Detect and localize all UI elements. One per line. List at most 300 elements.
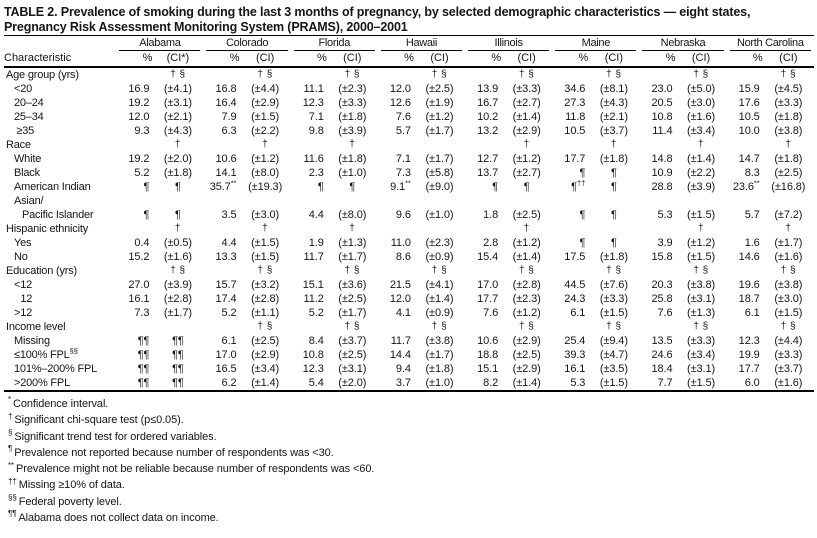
pct-cell: 27.0 — [128, 279, 150, 291]
ci-cell: (±7.2) — [774, 209, 803, 221]
ci-cell: (±1.5) — [676, 376, 727, 391]
pct-cell — [465, 222, 501, 236]
ci-cell: (±1.8) — [774, 153, 803, 165]
ci-cell: † — [349, 139, 356, 150]
pct-cell: 11.7 — [303, 251, 324, 263]
pct-cell — [552, 67, 588, 82]
pct-cell: 4.4 — [308, 209, 324, 221]
ci-cell: (±3.3) — [774, 349, 803, 361]
pct-cell: 16.4 — [215, 97, 237, 109]
pct-cell: 5.7 — [395, 125, 411, 137]
pct-cell: 11.7 — [390, 335, 411, 347]
state-header-5: Maine — [552, 36, 639, 52]
pct-cell: 17.7 — [477, 293, 499, 305]
table-row — [4, 292, 814, 306]
pct-cell: 16.1 — [128, 293, 150, 305]
pct-cell: 11.8 — [565, 111, 586, 123]
pct-cell: 2.3 — [308, 167, 324, 179]
row-label: Asian/ — [14, 195, 44, 207]
ci-cell: † § — [431, 69, 448, 80]
ci-cell: (±3.7) — [774, 363, 803, 375]
pct-cell: ¶¶ — [137, 363, 150, 375]
row-label: Race — [6, 139, 31, 151]
pct-cell: 10.5 — [564, 125, 586, 137]
ci-header: (CI*) — [152, 51, 203, 67]
pct-cell: 16.1 — [564, 363, 586, 375]
pct-cell — [203, 138, 239, 152]
pct-cell: 13.7 — [477, 167, 499, 179]
ci-cell: (±1.3) — [338, 237, 367, 249]
table-header — [4, 36, 814, 68]
footnote-text: Alabama does not collect data on income. — [18, 512, 219, 525]
pct-cell — [203, 320, 239, 334]
ci-cell: † § — [257, 69, 273, 80]
pct-cell: 18.4 — [651, 363, 673, 375]
ci-cell: (±1.1) — [251, 307, 280, 319]
ci-cell: (±2.5) — [338, 293, 367, 305]
ci-cell: (±3.9) — [338, 125, 367, 137]
ci-cell: † — [698, 139, 705, 150]
state-header-3: Hawaii — [378, 36, 465, 52]
ci-cell: † § — [693, 265, 709, 276]
ci-cell: (±2.5) — [425, 83, 454, 95]
pct-cell: 14.8 — [651, 153, 673, 165]
pct-cell — [203, 264, 239, 278]
pct-cell — [727, 138, 763, 152]
pct-cell — [291, 138, 327, 152]
ci-cell: (±2.8) — [512, 279, 541, 291]
row-label: White — [14, 153, 42, 165]
state-header-1: Colorado — [203, 36, 290, 52]
footnote-symbol: ** — [8, 460, 15, 470]
pct-cell: 9.6 — [395, 209, 411, 221]
ci-cell: (±1.2) — [251, 153, 280, 165]
ci-cell: (±8.1) — [599, 83, 628, 95]
ci-cell: (±1.8) — [163, 167, 192, 179]
state-header-7: North Carolina — [727, 36, 814, 52]
pct-cell — [552, 138, 588, 152]
pct-cell: 7.6 — [483, 307, 499, 319]
ci-cell: (±4.5) — [774, 83, 803, 95]
ci-cell: † — [349, 223, 356, 234]
pct-cell: 10.0 — [738, 125, 760, 137]
pct-cell: 3.7 — [378, 376, 414, 391]
ci-cell: (±3.8) — [425, 335, 454, 347]
pct-cell — [465, 264, 501, 278]
ci-cell: (±3.3) — [512, 83, 541, 95]
pct-cell: 13.5 — [651, 335, 673, 347]
table-row-section — [4, 138, 814, 152]
ci-cell: (±1.0) — [338, 167, 367, 179]
ci-cell: † § — [170, 69, 186, 80]
pct-cell — [727, 67, 763, 82]
ci-cell: (±1.8) — [599, 251, 628, 263]
footnote-text: Federal poverty level. — [18, 495, 122, 508]
ci-cell — [414, 138, 465, 152]
ci-cell: (±1.2) — [425, 111, 454, 123]
ci-cell: (±3.2) — [251, 279, 280, 291]
pct-header: % — [378, 51, 414, 67]
footnote — [8, 429, 814, 445]
pct-cell — [552, 222, 588, 236]
state-header-row — [4, 36, 814, 52]
row-label: <12 — [14, 279, 33, 291]
ci-cell: (±1.7) — [338, 307, 367, 319]
ci-cell: (±1.4) — [240, 376, 291, 391]
ci-cell: † — [698, 223, 705, 234]
ci-cell: (±8.0) — [338, 209, 367, 221]
pct-cell: 4.1 — [395, 307, 411, 319]
table-row — [4, 152, 814, 166]
ci-cell: (±3.7) — [338, 335, 367, 347]
ci-cell: † § — [257, 321, 273, 332]
footnote-symbol: ¶¶ — [8, 509, 17, 519]
pct-cell: 39.3 — [564, 349, 586, 361]
pct-cell: 17.7 — [738, 363, 760, 375]
row-label: ≤100% FPL§§ — [14, 346, 78, 361]
ci-cell: (±1.5) — [687, 251, 716, 263]
ci-cell: (±3.1) — [687, 363, 716, 375]
row-label: 20–24 — [14, 97, 44, 109]
ci-cell: (±2.5) — [338, 349, 367, 361]
ci-cell: ¶ — [175, 209, 181, 221]
pct-cell: 0.4 — [134, 237, 150, 249]
pct-cell: 5.2 — [308, 307, 324, 319]
pct-cell: 12.3 — [738, 335, 760, 347]
table-row — [4, 96, 814, 110]
table-title-line1: TABLE 2. Prevalence of smoking during the last 3 months of pregnancy, by selected demographic characteristics — eight states, — [4, 5, 751, 19]
pct-cell: 14.6 — [738, 251, 760, 263]
pct-cell — [378, 67, 414, 82]
pct-header: % — [552, 51, 588, 67]
ci-cell: ¶ — [610, 181, 617, 193]
pct-cell: 20.3 — [651, 279, 673, 291]
pct-cell: 13.3 — [215, 251, 237, 263]
pct-cell: 11.2 — [303, 293, 324, 305]
pct-cell: ¶ — [492, 181, 499, 193]
pct-cell — [116, 264, 152, 278]
ci-cell: (±19.3) — [248, 181, 283, 193]
empty-cells — [116, 194, 814, 208]
ci-cell: † — [262, 139, 269, 150]
ci-cell — [414, 222, 465, 236]
pct-cell — [378, 222, 414, 236]
footnote — [8, 461, 814, 477]
row-label: Income level — [6, 321, 66, 333]
pct-cell: 7.6 — [395, 111, 411, 123]
ci-cell: (±1.6) — [163, 251, 192, 263]
ci-cell: (±1.5) — [588, 376, 639, 391]
ci-cell: † — [262, 223, 269, 234]
pct-cell: 20.5 — [651, 97, 673, 109]
pct-cell: 7.3 — [395, 167, 411, 179]
ci-cell: ¶ — [610, 237, 617, 249]
pct-cell: ¶ — [143, 181, 150, 193]
ci-cell: (±3.5) — [599, 363, 628, 375]
ci-cell: (±1.0) — [425, 209, 454, 221]
pct-cell: 16.7 — [477, 97, 499, 109]
ci-cell: (±3.6) — [338, 279, 367, 291]
pct-cell: 14.7 — [738, 153, 760, 165]
pct-cell: 15.4 — [477, 251, 499, 263]
ci-cell: (±1.9) — [425, 97, 454, 109]
footnote-symbol: §§ — [8, 493, 17, 503]
pct-cell — [552, 264, 588, 278]
pct-cell — [465, 320, 501, 334]
footnote-text: Significant trend test for ordered variables. — [14, 430, 217, 443]
pct-cell: 6.1 — [570, 307, 586, 319]
pct-cell: 16.9 — [128, 83, 150, 95]
ci-cell: (±1.8) — [338, 153, 367, 165]
table-row — [4, 362, 814, 376]
footnote-text: Significant chi-square test (p≤0.05). — [14, 414, 184, 427]
ci-header: (CI) — [676, 51, 727, 67]
ci-cell: (±4.3) — [163, 125, 192, 137]
pct-cell: 1.8 — [483, 209, 499, 221]
footnote — [8, 510, 814, 526]
ci-header: (CI) — [327, 51, 378, 67]
pct-cell — [727, 264, 763, 278]
row-label: Education (yrs) — [6, 265, 77, 277]
pct-cell: 17.4 — [215, 293, 237, 305]
ci-cell: (±1.5) — [599, 307, 628, 319]
footnote-symbol: § — [8, 427, 13, 437]
pct-cell: 12.7 — [477, 153, 499, 165]
state-header-6: Nebraska — [639, 36, 726, 52]
ci-cell: † § — [780, 265, 797, 276]
ci-cell: ¶¶ — [172, 349, 184, 361]
pct-cell: 15.7 — [215, 279, 237, 291]
pct-cell: 7.1 — [395, 153, 411, 165]
table-row — [4, 348, 814, 362]
pct-cell: 15.1 — [477, 363, 499, 375]
footnotes — [4, 396, 814, 526]
ci-cell: (±3.3) — [687, 335, 716, 347]
pct-cell: 9.4 — [395, 363, 411, 375]
pct-cell — [465, 138, 501, 152]
ci-cell: (±3.1) — [163, 97, 192, 109]
state-header-2: Florida — [291, 36, 378, 52]
pct-cell: 19.2 — [128, 97, 150, 109]
ci-cell: (±1.7) — [425, 153, 454, 165]
ci-cell: (±3.3) — [774, 97, 803, 109]
ci-cell: (±1.5) — [687, 209, 716, 221]
ci-cell: (±2.3) — [338, 83, 367, 95]
pct-cell: 1.6 — [744, 237, 760, 249]
ci-cell: (±2.3) — [425, 237, 454, 249]
pct-cell: 7.1 — [308, 111, 324, 123]
ci-cell: (±2.8) — [251, 293, 280, 305]
ci-cell: (±2.0) — [327, 376, 378, 391]
table-row — [4, 110, 814, 124]
pct-cell: 44.5 — [564, 279, 586, 291]
ci-cell: (±1.2) — [512, 307, 541, 319]
ci-cell: (±1.2) — [512, 237, 541, 249]
pct-cell — [639, 320, 675, 334]
characteristic-header: Characteristic — [4, 51, 116, 67]
pct-header: % — [639, 51, 675, 67]
pct-cell — [639, 222, 675, 236]
footnote — [8, 412, 814, 428]
pct-cell: 6.1 — [221, 335, 237, 347]
ci-cell: † § — [606, 265, 622, 276]
ci-cell: (±1.5) — [774, 307, 803, 319]
pct-cell: 8.4 — [308, 335, 324, 347]
ci-cell: (±1.4) — [425, 293, 454, 305]
ci-cell: (±5.0) — [687, 83, 716, 95]
row-label: <20 — [14, 83, 33, 95]
pct-cell: 17.0 — [477, 279, 499, 291]
table-row — [4, 82, 814, 96]
pct-cell: 8.3 — [744, 167, 760, 179]
footnote-text: Prevalence not reported because number of respondents was <30. — [14, 446, 334, 459]
pct-cell: 27.3 — [564, 97, 586, 109]
pct-cell — [552, 320, 588, 334]
ci-cell: (±2.5) — [512, 349, 541, 361]
ci-cell: (±2.7) — [512, 97, 541, 109]
ci-cell: † § — [780, 321, 797, 332]
ci-cell: † — [785, 223, 792, 234]
pct-cell — [378, 138, 414, 152]
pct-cell: 19.9 — [738, 349, 760, 361]
ci-header: (CI) — [501, 51, 552, 67]
footnote-text: Confidence interval. — [13, 398, 109, 410]
row-label: 101%–200% FPL — [14, 363, 98, 375]
ci-cell: (±0.5) — [163, 237, 192, 249]
pct-cell — [378, 264, 414, 278]
ci-cell: (±2.2) — [687, 167, 716, 179]
ci-cell: ¶ — [610, 167, 617, 179]
table-title — [4, 5, 814, 34]
pct-cell: 9.3 — [134, 125, 150, 137]
ci-cell: (±2.9) — [251, 97, 280, 109]
row-label: Missing — [14, 335, 50, 347]
table-row — [4, 124, 814, 138]
pct-cell — [203, 222, 239, 236]
ci-cell — [588, 222, 639, 236]
ci-cell: (±1.5) — [251, 251, 280, 263]
pct-cell: 4.4 — [221, 237, 237, 249]
ci-cell: (±2.5) — [251, 335, 280, 347]
measure-header-row — [4, 51, 814, 67]
pct-cell: 3.9 — [657, 237, 673, 249]
pct-cell: 10.8 — [651, 111, 673, 123]
ci-cell: (±0.9) — [425, 251, 454, 263]
pct-cell: 11.6 — [303, 153, 324, 165]
pct-cell: ¶¶ — [137, 349, 150, 361]
ci-cell: (±1.8) — [425, 363, 454, 375]
pct-cell — [116, 67, 152, 82]
ci-cell: (±2.9) — [251, 349, 280, 361]
pct-cell — [116, 222, 152, 236]
ci-cell: † § — [780, 69, 797, 80]
pct-cell: ¶¶ — [137, 335, 150, 347]
ci-cell: (±1.6) — [774, 251, 803, 263]
pct-cell — [639, 138, 675, 152]
pct-cell: ¶ — [579, 167, 586, 179]
pct-cell: 12.3 — [302, 363, 324, 375]
ci-cell: (±3.4) — [687, 349, 716, 361]
pct-cell — [291, 320, 327, 334]
row-label: Black — [14, 167, 40, 179]
pct-cell: 8.6 — [395, 251, 411, 263]
ci-cell: (±2.7) — [512, 167, 541, 179]
pct-cell: 35.7** — [209, 178, 237, 193]
pct-cell: 9.1** — [390, 178, 411, 193]
ci-cell: † § — [257, 265, 273, 276]
ci-cell: (±2.9) — [512, 335, 541, 347]
pct-header: % — [203, 51, 239, 67]
table-body — [4, 67, 814, 391]
pct-cell: 19.6 — [738, 279, 760, 291]
ci-cell: (±8.0) — [251, 167, 280, 179]
footnote — [8, 445, 814, 461]
pct-cell: 10.6 — [477, 335, 499, 347]
ci-cell: (±2.9) — [512, 125, 541, 137]
table-row — [4, 250, 814, 264]
pct-cell: 6.3 — [221, 125, 237, 137]
pct-cell: ¶†† — [571, 178, 586, 193]
row-label: Pacific Islander — [22, 209, 94, 221]
pct-cell: 15.8 — [651, 251, 673, 263]
ci-cell: (±3.7) — [599, 125, 628, 137]
ci-cell: (±3.8) — [774, 279, 803, 291]
footnote — [8, 477, 814, 493]
ci-cell: † — [785, 139, 792, 150]
footnote-text: Missing ≥10% of data. — [18, 479, 125, 492]
ci-cell: (±2.3) — [512, 293, 541, 305]
pct-cell: 10.8 — [302, 349, 324, 361]
pct-cell: 23.0 — [651, 83, 673, 95]
pct-cell: 13.9 — [477, 83, 499, 95]
pct-cell — [727, 320, 763, 334]
ci-cell: (±2.5) — [774, 167, 803, 179]
pct-cell: 6.2 — [203, 376, 239, 391]
ci-cell: (±3.4) — [251, 363, 280, 375]
table-row — [4, 306, 814, 320]
table-row — [4, 208, 814, 222]
pct-cell: 11.1 — [303, 83, 324, 95]
pct-cell: 12.0 — [389, 83, 411, 95]
ci-cell: † § — [431, 321, 448, 332]
row-label: 25–34 — [14, 111, 44, 123]
ci-cell: (±1.4) — [687, 153, 716, 165]
table-row-section — [4, 222, 814, 236]
pct-cell: 18.8 — [477, 349, 499, 361]
row-label: Hispanic ethnicity — [6, 223, 88, 235]
pct-cell: 10.9 — [651, 167, 673, 179]
row-label: ≥35 — [16, 125, 35, 137]
table-row — [4, 334, 814, 348]
pct-header: % — [727, 51, 763, 67]
footnote-symbol: * — [8, 395, 12, 405]
pct-cell: 6.0 — [727, 376, 763, 391]
pct-cell: 9.8 — [308, 125, 324, 137]
ci-cell: (±2.9) — [512, 363, 541, 375]
pct-cell — [378, 320, 414, 334]
ci-cell: (±1.4) — [512, 251, 541, 263]
pct-cell — [465, 67, 501, 82]
pct-cell: 7.7 — [639, 376, 675, 391]
pct-cell: 7.9 — [221, 111, 237, 123]
pct-cell — [291, 222, 327, 236]
row-label: Yes — [14, 237, 32, 249]
pct-header: % — [465, 51, 501, 67]
ci-cell: (±3.8) — [774, 125, 803, 137]
ci-cell: (±3.0) — [774, 293, 803, 305]
pct-cell — [116, 138, 152, 152]
ci-cell: (±4.4) — [774, 335, 803, 347]
